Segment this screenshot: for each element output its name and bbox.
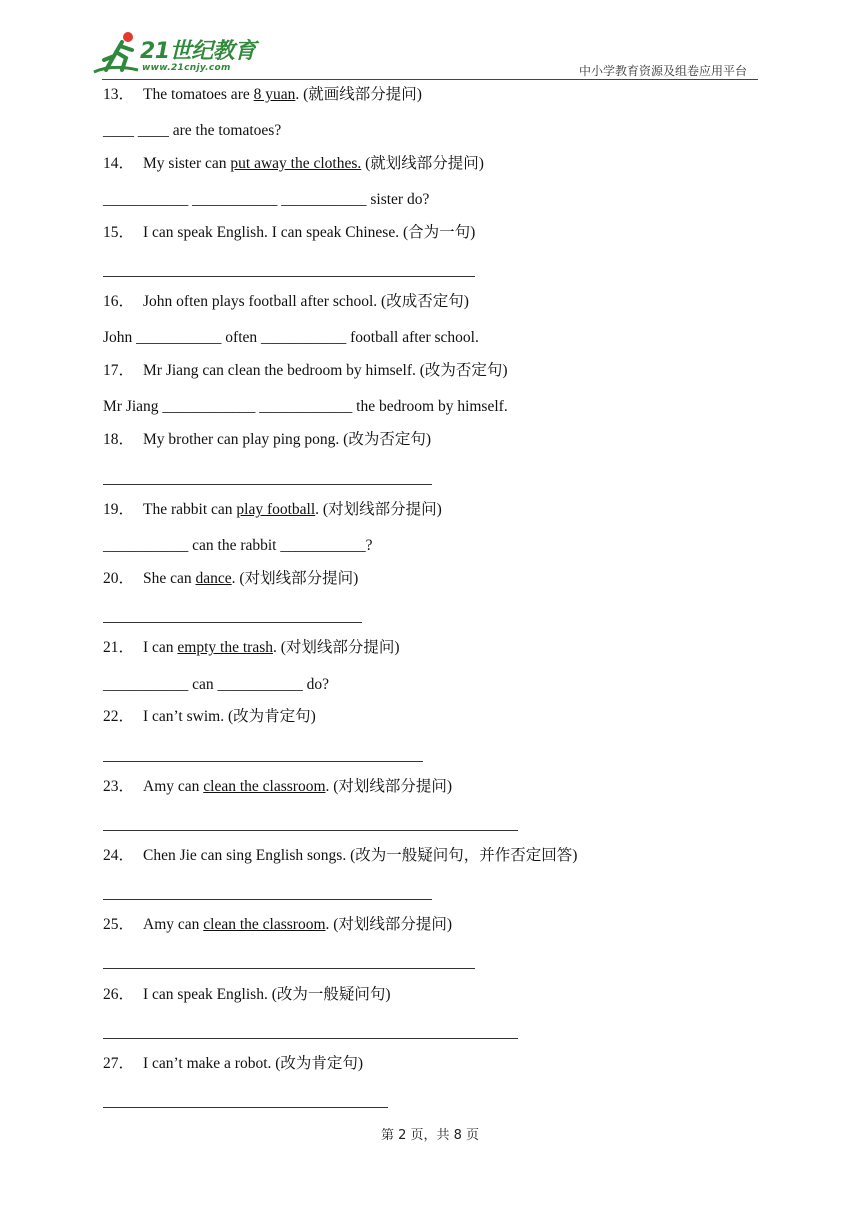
question-15: 15． I can speak English. I can speak Chinese. (合为一句) <box>103 224 476 241</box>
answer-line-27 <box>103 1107 388 1108</box>
answer-line-26 <box>103 1038 518 1039</box>
answer-line-24 <box>103 899 432 900</box>
question-14: 14． My sister can put away the clothes. (就划线部分提问) <box>103 155 484 172</box>
page-number: 第 2 页，共 8 页 <box>380 1128 480 1143</box>
question-19: 19． The rabbit can play football. (对划线部分提问) <box>103 501 442 518</box>
question-17: 17． Mr Jiang can clean the bedroom by himself. (改为否定句) <box>103 362 508 379</box>
question-26: 26． I can speak English. (改为一般疑问句) <box>103 986 391 1003</box>
header-divider <box>102 79 758 80</box>
site-logo <box>92 30 262 78</box>
question-21: 21． I can empty the trash. (对划线部分提问) <box>103 639 400 656</box>
answer-13: ____ ____ are the tomatoes? <box>103 122 282 139</box>
answer-14: ___________ ___________ ___________ sister do? <box>103 191 430 208</box>
answer-19: ___________ can the rabbit ___________? <box>103 537 373 554</box>
answer-line-18 <box>103 484 432 485</box>
answer-line-22 <box>103 761 423 762</box>
question-22: 22． I can’t swim. (改为肯定句) <box>103 708 316 725</box>
question-25: 25． Amy can clean the classroom. (对划线部分提问) <box>103 916 453 933</box>
question-16: 16． John often plays football after school. (改成否定句) <box>103 293 469 310</box>
question-13: 13． The tomatoes are 8 yuan. (就画线部分提问) <box>103 86 422 103</box>
answer-line-15 <box>103 276 475 277</box>
question-24: 24． Chen Jie can sing English songs. (改为一般疑问句，并作否定回答) <box>103 847 578 864</box>
answer-16: John ___________ often ___________ football after school. <box>103 329 479 346</box>
logo-url: www.21cnjy.com <box>142 63 231 73</box>
runner-logo-icon <box>92 30 144 76</box>
page-header <box>0 0 860 82</box>
question-20: 20． She can dance. (对划线部分提问) <box>103 570 359 587</box>
question-18: 18． My brother can play ping pong. (改为否定句) <box>103 431 431 448</box>
platform-name: 中小学教育资源及组卷应用平台 <box>578 64 747 78</box>
answer-line-20 <box>103 622 362 623</box>
answer-21: ___________ can ___________ do? <box>103 676 330 693</box>
answer-17: Mr Jiang ____________ ____________ the bedroom by himself. <box>103 398 508 415</box>
answer-line-25 <box>103 968 475 969</box>
answer-line-23 <box>103 830 518 831</box>
question-27: 27． I can’t make a robot. (改为肯定句) <box>103 1055 364 1072</box>
question-23: 23． Amy can clean the classroom. (对划线部分提问) <box>103 778 453 795</box>
logo-text: 21世纪教育 <box>140 39 256 64</box>
